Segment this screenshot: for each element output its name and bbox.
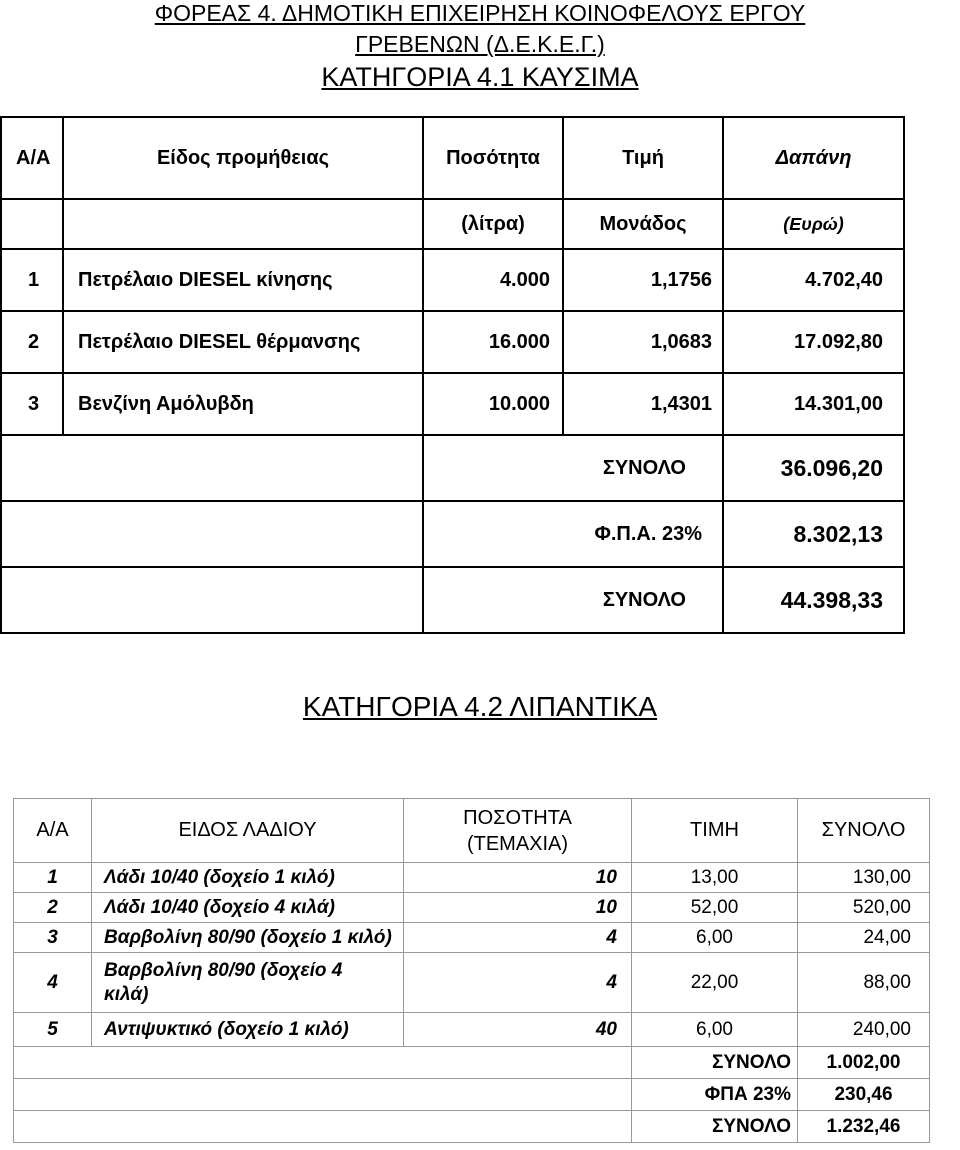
lub-row-aa: 5 bbox=[14, 1013, 92, 1047]
lub-row-price: 52,00 bbox=[632, 893, 798, 923]
lub-header-aa: Α/Α bbox=[14, 799, 92, 863]
fuel-header-aa: Α/Α bbox=[1, 117, 63, 199]
fuel-row-item: Πετρέλαιο DIESEL κίνησης bbox=[63, 249, 423, 311]
fuel-row-price: 1,1756 bbox=[563, 249, 723, 311]
lub-row-aa: 3 bbox=[14, 923, 92, 953]
fuel-row-2 bbox=[1, 311, 904, 373]
lub-header-qty-line2: (ΤΕΜΑΧΙΑ) bbox=[466, 832, 569, 855]
lub-row-item: Βαρβολίνη 80/90 (δοχείο 1 κιλό) bbox=[92, 923, 404, 953]
fuel-row-price: 1,4301 bbox=[563, 373, 723, 435]
fuel-header-cost-unit: (Ευρώ) bbox=[723, 199, 904, 249]
fuel-vat-label: Φ.Π.Α. 23% bbox=[423, 501, 723, 567]
fuel-grand-total-value: 44.398,33 bbox=[723, 567, 904, 633]
lub-vat-label: ΦΠΑ 23% bbox=[632, 1079, 798, 1111]
fuel-header-cost-label: Δαπάνη bbox=[775, 146, 852, 169]
lub-row-qty: 10 bbox=[404, 893, 632, 923]
fuel-row-qty: 10.000 bbox=[423, 373, 563, 435]
fuel-row-aa: 1 bbox=[1, 249, 63, 311]
fuel-row-price: 1,0683 bbox=[563, 311, 723, 373]
fuel-header-cost bbox=[723, 117, 904, 199]
lub-header-row bbox=[14, 799, 930, 863]
lub-total-label: ΣΥΝΟΛΟ bbox=[632, 1047, 798, 1079]
header-line-1: ΦΟΡΕΑΣ 4. ΔΗΜΟΤΙΚΗ ΕΠΙΧΕΙΡΗΣΗ ΚΟΙΝΟΦΕΛΟΥΣ ΕΡΓΟΥ bbox=[154, 0, 806, 26]
lub-row-qty: 40 bbox=[404, 1013, 632, 1047]
lub-row-4 bbox=[14, 953, 930, 1013]
lub-header-qty bbox=[404, 799, 632, 863]
fuel-row-item: Βενζίνη Αμόλυβδη bbox=[63, 373, 423, 435]
fuel-total-label: ΣΥΝΟΛΟ bbox=[423, 435, 723, 501]
lubricants-table bbox=[13, 798, 930, 1143]
lub-header-item: ΕΙΔΟΣ ΛΑΔΙΟΥ bbox=[92, 799, 404, 863]
fuel-row-cost: 14.301,00 bbox=[723, 373, 904, 435]
category-fuel-title: ΚΑΤΗΓΟΡΙΑ 4.1 ΚΑΥΣΙΜΑ bbox=[321, 62, 639, 92]
fuel-row-aa: 2 bbox=[1, 311, 63, 373]
lub-row-price: 6,00 bbox=[632, 923, 798, 953]
lub-header-qty-line1: ΠΟΣΟΤΗΤΑ bbox=[463, 806, 572, 829]
lub-row-item-line1: Βαρβολίνη 80/90 (δοχείο 4 bbox=[104, 959, 343, 981]
fuel-grand-total-label: ΣΥΝΟΛΟ bbox=[423, 567, 723, 633]
fuel-vat-value: 8.302,13 bbox=[723, 501, 904, 567]
fuel-row-cost: 17.092,80 bbox=[723, 311, 904, 373]
lub-row-total: 24,00 bbox=[798, 923, 930, 953]
lub-grand-total-label: ΣΥΝΟΛΟ bbox=[632, 1111, 798, 1143]
fuel-row-3 bbox=[1, 373, 904, 435]
lub-row-total: 130,00 bbox=[798, 863, 930, 893]
fuel-row-item: Πετρέλαιο DIESEL θέρμανσης bbox=[63, 311, 423, 373]
lub-row-2 bbox=[14, 893, 930, 923]
fuel-row-1 bbox=[1, 249, 904, 311]
lub-row-item bbox=[92, 953, 404, 1013]
fuel-table bbox=[0, 116, 905, 634]
category-lubricants-title: ΚΑΤΗΓΟΡΙΑ 4.2 ΛΙΠΑΝΤΙΚΑ bbox=[302, 691, 658, 722]
lub-row-aa: 1 bbox=[14, 863, 92, 893]
lub-row-total: 88,00 bbox=[798, 953, 930, 1013]
fuel-row-qty: 16.000 bbox=[423, 311, 563, 373]
lub-total-value: 1.002,00 bbox=[798, 1047, 930, 1079]
lub-row-item: Λάδι 10/40 (δοχείο 1 κιλό) bbox=[92, 863, 404, 893]
lub-row-price: 6,00 bbox=[632, 1013, 798, 1047]
lub-grand-total-value: 1.232,46 bbox=[798, 1111, 930, 1143]
lub-vat-value: 230,46 bbox=[798, 1079, 930, 1111]
fuel-row-cost: 4.702,40 bbox=[723, 249, 904, 311]
lub-header-total: ΣΥΝΟΛΟ bbox=[798, 799, 930, 863]
fuel-header-qty-unit: (λίτρα) bbox=[423, 199, 563, 249]
lub-row-item: Λάδι 10/40 (δοχείο 4 κιλά) bbox=[92, 893, 404, 923]
fuel-vat-row bbox=[1, 501, 904, 567]
lub-row-aa: 2 bbox=[14, 893, 92, 923]
fuel-total-value: 36.096,20 bbox=[723, 435, 904, 501]
fuel-header-price-label: Τιμή bbox=[622, 146, 664, 169]
lub-row-qty: 10 bbox=[404, 863, 632, 893]
fuel-header-item: Είδος προμήθειας bbox=[63, 117, 423, 199]
fuel-grand-total-row bbox=[1, 567, 904, 633]
fuel-header-units-row bbox=[1, 199, 904, 249]
fuel-header-qty-label: Ποσότητα bbox=[446, 146, 540, 169]
fuel-header-row bbox=[1, 117, 904, 199]
fuel-row-aa: 3 bbox=[1, 373, 63, 435]
fuel-header-qty bbox=[423, 117, 563, 199]
lub-row-1 bbox=[14, 863, 930, 893]
lub-total-row bbox=[14, 1047, 930, 1079]
lub-row-5 bbox=[14, 1013, 930, 1047]
fuel-row-qty: 4.000 bbox=[423, 249, 563, 311]
fuel-header-price-unit: Μονάδος bbox=[563, 199, 723, 249]
lub-row-item: Αντιψυκτικό (δοχείο 1 κιλό) bbox=[92, 1013, 404, 1047]
lub-header-price: ΤΙΜΗ bbox=[632, 799, 798, 863]
lub-row-item-line2: κιλά) bbox=[104, 983, 149, 1005]
lub-row-price: 13,00 bbox=[632, 863, 798, 893]
lub-row-3 bbox=[14, 923, 930, 953]
lub-row-price: 22,00 bbox=[632, 953, 798, 1013]
lub-row-qty: 4 bbox=[404, 953, 632, 1013]
lub-row-total: 240,00 bbox=[798, 1013, 930, 1047]
fuel-header-price bbox=[563, 117, 723, 199]
lub-vat-row bbox=[14, 1079, 930, 1111]
lub-row-total: 520,00 bbox=[798, 893, 930, 923]
lub-row-aa: 4 bbox=[14, 953, 92, 1013]
header-line-2: ΓΡΕΒΕΝΩΝ (Δ.Ε.Κ.Ε.Γ.) bbox=[355, 31, 605, 57]
lub-grand-total-row bbox=[14, 1111, 930, 1143]
fuel-total-row bbox=[1, 435, 904, 501]
lub-row-qty: 4 bbox=[404, 923, 632, 953]
